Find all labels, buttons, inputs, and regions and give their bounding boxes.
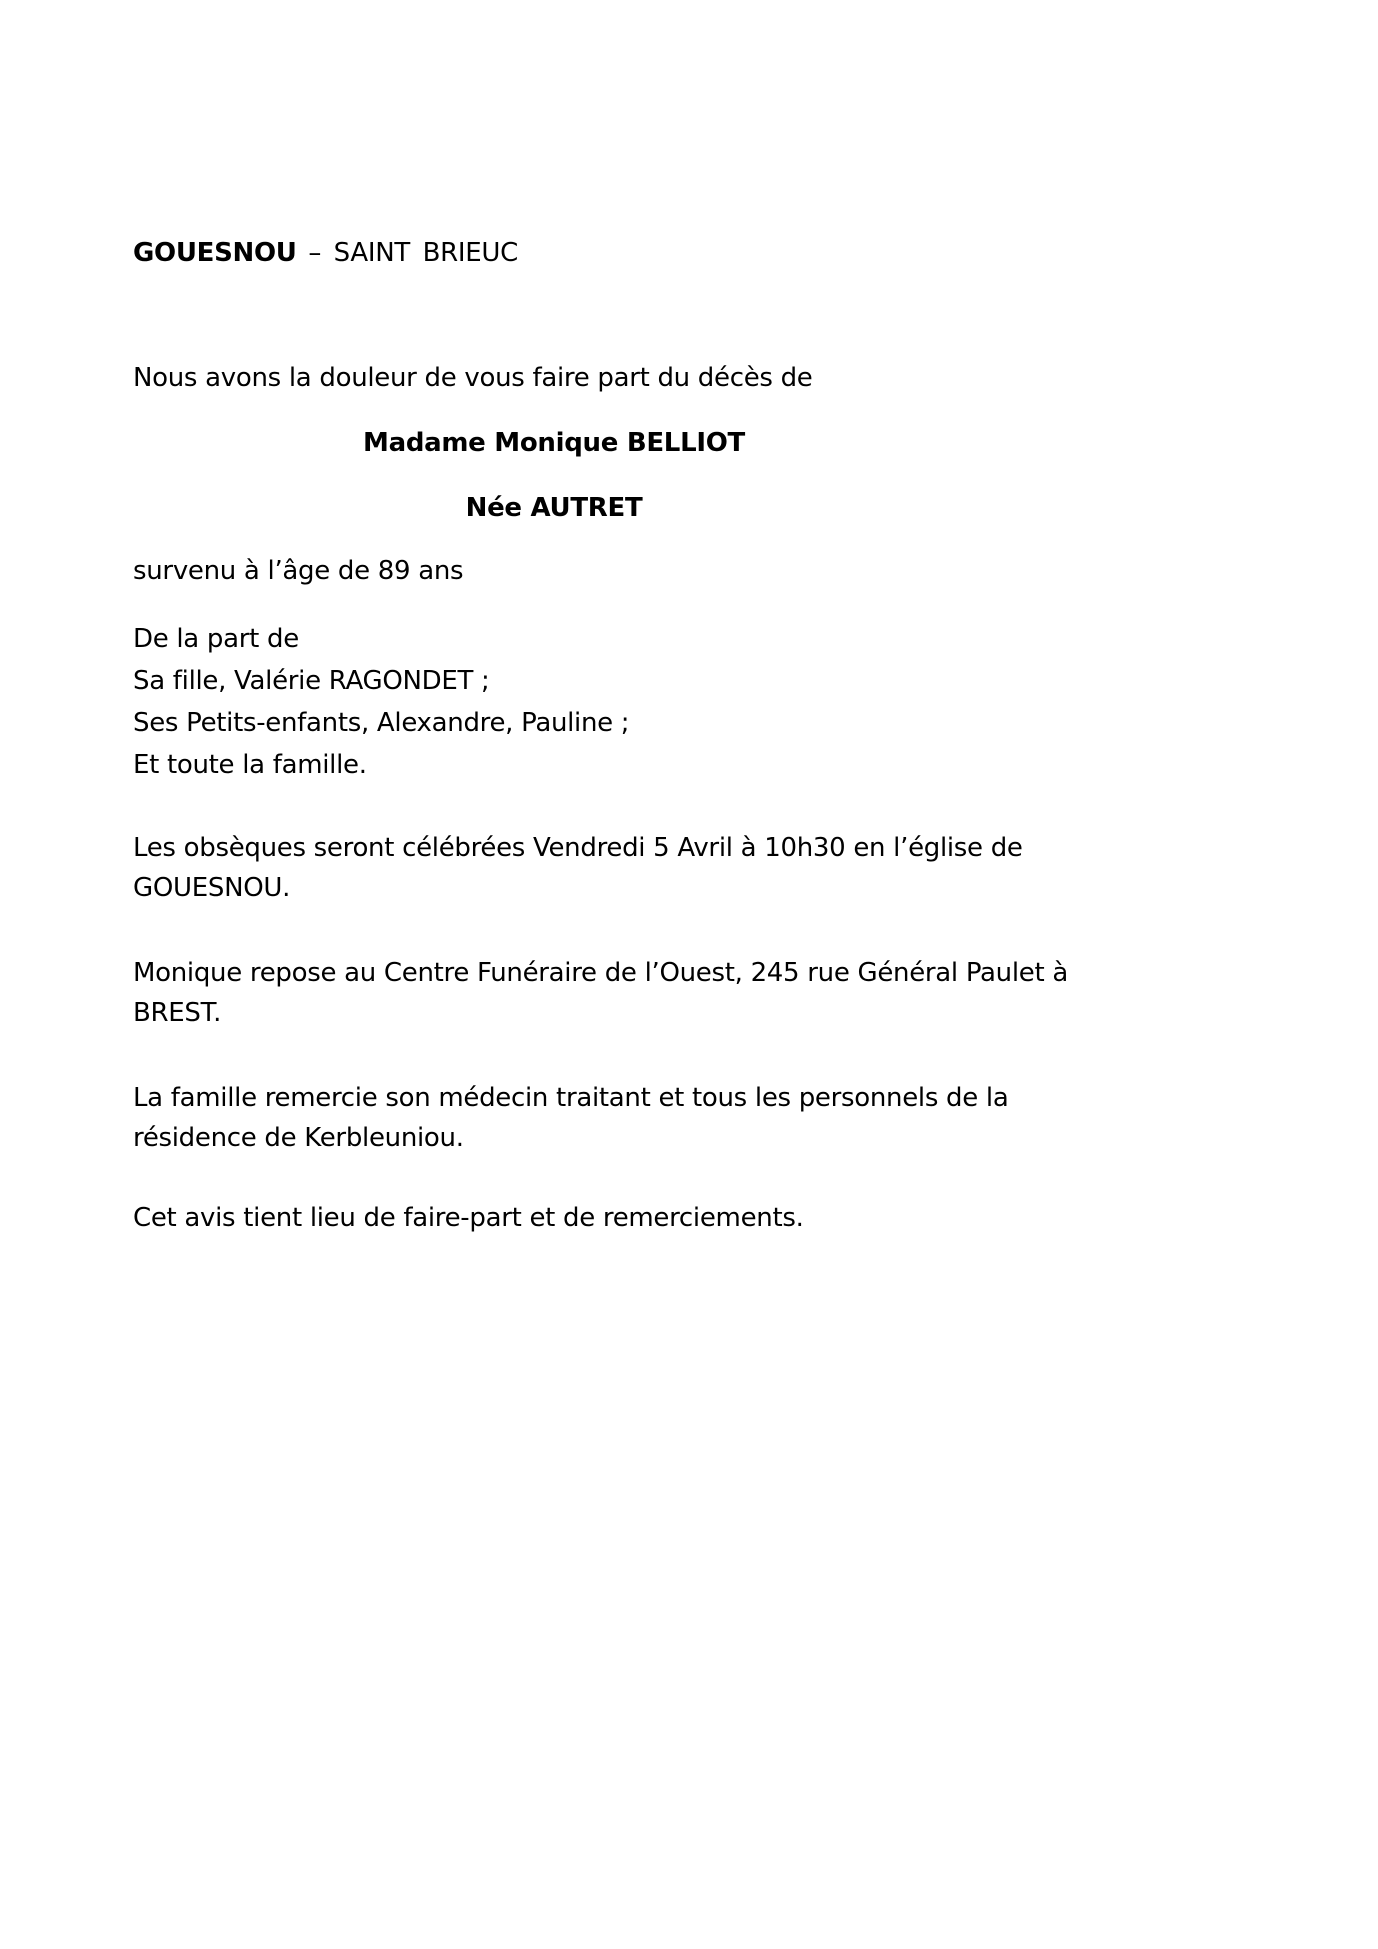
deceased-name-heading: Madame Monique BELLIOT bbox=[363, 428, 745, 458]
family-line: Et toute la famille. bbox=[133, 750, 367, 780]
repose-line: Monique repose au Centre Funéraire de l’Ouest, 245 rue Général Paulet à bbox=[133, 958, 1068, 988]
intro-paragraph: Nous avons la douleur de vous faire part du décès de bbox=[133, 363, 813, 393]
thanks-line: La famille remercie son médecin traitant et tous les personnels de la bbox=[133, 1083, 1009, 1113]
family-line: Sa fille, Valérie RAGONDET ; bbox=[133, 666, 490, 696]
ceremony-paragraph bbox=[133, 828, 1333, 908]
title-city-rest: – SAINT BRIEUC bbox=[308, 238, 518, 268]
ceremony-line: Les obsèques seront célébrées Vendredi 5 Avril à 10h30 en l’église de bbox=[133, 833, 1023, 863]
title-city-bold: GOUESNOU bbox=[133, 238, 297, 268]
maiden-name-heading: Née AUTRET bbox=[465, 493, 643, 523]
family-paragraph bbox=[133, 618, 1333, 786]
closing-paragraph: Cet avis tient lieu de faire-part et de remerciements. bbox=[133, 1203, 804, 1233]
age-paragraph: survenu à l’âge de 89 ans bbox=[133, 556, 464, 586]
document-title bbox=[133, 233, 1333, 273]
family-line: De la part de bbox=[133, 624, 299, 654]
repose-paragraph bbox=[133, 953, 1333, 1033]
centered-headings bbox=[133, 423, 975, 528]
repose-line: BREST. bbox=[133, 998, 222, 1028]
family-line: Ses Petits-enfants, Alexandre, Pauline ; bbox=[133, 708, 630, 738]
ceremony-line: GOUESNOU. bbox=[133, 873, 291, 903]
thanks-paragraph bbox=[133, 1078, 1333, 1158]
thanks-line: résidence de Kerbleuniou. bbox=[133, 1123, 464, 1153]
